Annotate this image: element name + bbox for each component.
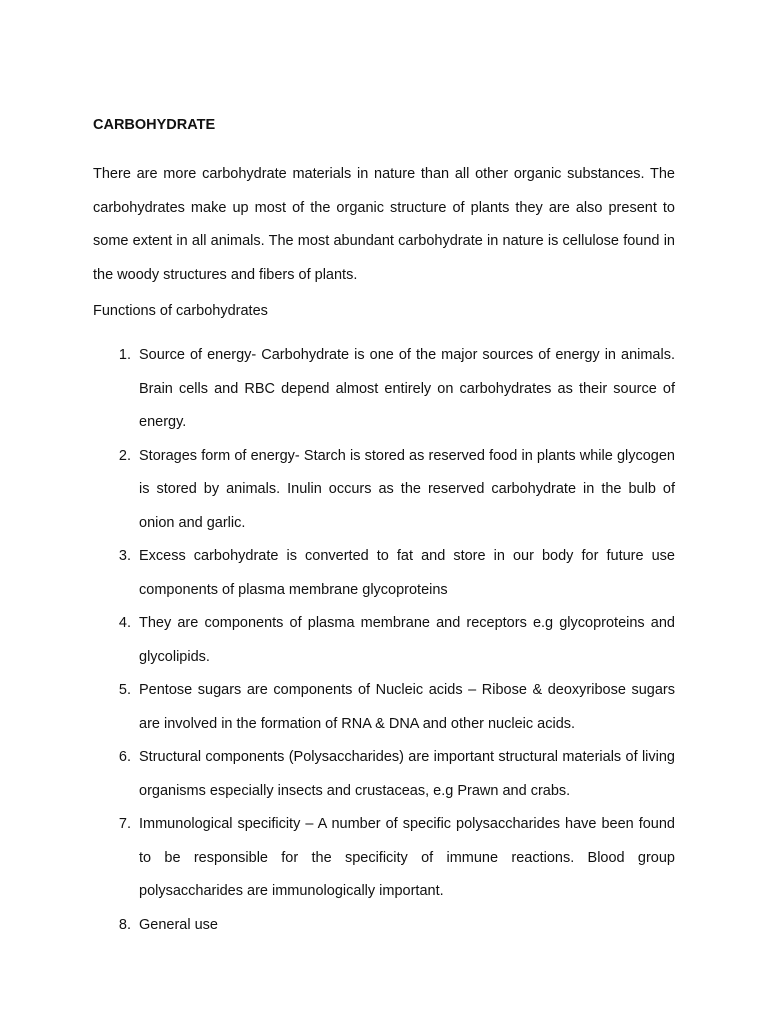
list-item-text: They are components of plasma membrane and receptors e.g glycoproteins and glycolipids.: [139, 615, 675, 665]
list-item: [93, 540, 675, 607]
list-item-text: Immunological specificity – A number of specific polysaccharides have been found to be responsible for the specificity of immune reactions. Blood group polysaccharides are immunologically important.: [139, 816, 675, 899]
list-item: [93, 909, 675, 943]
list-item-number: 3.: [118, 548, 131, 564]
list-item-number: 1.: [118, 347, 131, 363]
document-title: CARBOHYDRATE: [93, 117, 216, 133]
functions-list: [93, 339, 675, 942]
list-item-text: General use: [139, 916, 218, 933]
list-item-number: 7.: [118, 816, 131, 832]
list-item-text: Structural components (Polysaccharides) are important structural materials of living organisms especially insects and crustaceas, e.g Prawn and crabs.: [139, 749, 675, 799]
list-item: [93, 741, 675, 808]
section-heading: Functions of carbohydrates: [93, 303, 268, 319]
list-item-number: 8.: [118, 916, 131, 933]
list-item-text: Pentose sugars are components of Nucleic acids – Ribose & deoxyribose sugars are involved in the formation of RNA & DNA and other nucleic acids.: [139, 682, 675, 732]
list-item: [93, 607, 675, 674]
list-item-number: 2.: [118, 447, 131, 464]
list-item-text: Storages form of energy- Starch is stored as reserved food in plants while glycogen is stored by animals. Inulin occurs as the reserved carbohydrate in the bulb of onion and garlic.: [139, 447, 675, 531]
list-item: [93, 674, 675, 741]
list-item-number: 4.: [118, 615, 131, 631]
list-item-text: Excess carbohydrate is converted to fat and store in our body for future use components of plasma membrane glycoproteins: [139, 548, 675, 598]
list-item-number: 5.: [118, 682, 131, 698]
list-item: [93, 339, 675, 440]
intro-paragraph: There are more carbohydrate materials in nature than all other organic substances. The carbohydrates make up most of the organic structure of plants they are also present to some extent in all animals. The most abundant carbohydrate in nature is cellulose found in the woody structures and fibers of plants.: [93, 166, 675, 284]
list-item: [93, 808, 675, 909]
list-item: [93, 440, 675, 541]
list-item-text: Source of energy- Carbohydrate is one of the major sources of energy in animals. Brain cells and RBC depend almost entirely on carbohydrates as their source of energy.: [139, 347, 675, 430]
list-item-number: 6.: [118, 749, 131, 765]
